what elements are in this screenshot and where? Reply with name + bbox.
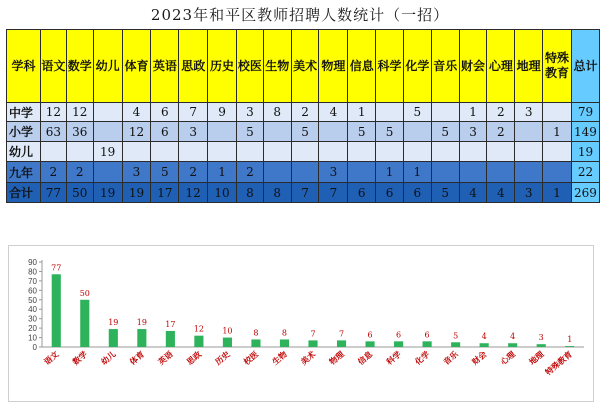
- table-cell: [319, 142, 348, 162]
- table-cell: 7: [319, 183, 348, 203]
- table-cell: 5: [403, 103, 431, 122]
- category-label: 数学: [70, 348, 90, 367]
- data-label: 1: [567, 335, 573, 345]
- table-cell: 8: [263, 103, 291, 122]
- table-row: [7, 142, 600, 162]
- table-cell: 269: [571, 183, 599, 203]
- row-label: 九年: [7, 162, 41, 183]
- category-label: 幼儿: [98, 348, 118, 367]
- table-corner-label: 学科: [7, 30, 41, 103]
- table-cell: [93, 162, 122, 183]
- table-cell: 7: [291, 183, 319, 203]
- table-cell: [431, 103, 459, 122]
- data-label: 17: [165, 319, 176, 329]
- table-cell: 2: [487, 103, 515, 122]
- category-label: 思政: [184, 348, 204, 367]
- data-label: 19: [136, 318, 147, 328]
- table-cell: 6: [151, 103, 179, 122]
- table-cell: 5: [151, 162, 179, 183]
- table-cell: 6: [403, 183, 431, 203]
- table-row: [7, 103, 600, 122]
- data-label: 6: [424, 330, 430, 340]
- column-header: 科学: [376, 30, 404, 103]
- category-label: 心理: [498, 348, 517, 367]
- bar: [194, 336, 203, 347]
- column-header: 语文: [40, 30, 66, 103]
- bar: [365, 341, 374, 347]
- table-cell: [208, 142, 237, 162]
- table-cell: [236, 142, 263, 162]
- table-cell: [93, 103, 122, 122]
- table-cell: [543, 142, 572, 162]
- table-row: [7, 162, 600, 183]
- bar: [52, 274, 61, 347]
- table-cell: 6: [151, 122, 179, 142]
- y-tick-label: 0: [32, 343, 37, 352]
- table-row: [7, 183, 600, 203]
- category-label: 历史: [213, 348, 232, 367]
- table-cell: 3: [319, 162, 348, 183]
- bar: [137, 329, 146, 347]
- table-cell: [376, 142, 404, 162]
- data-label: 4: [481, 332, 487, 342]
- table-cell: 12: [66, 103, 93, 122]
- table-cell: 1: [459, 103, 487, 122]
- column-header: 幼儿: [93, 30, 122, 103]
- table-cell: 2: [40, 162, 66, 183]
- table-cell: 5: [431, 122, 459, 142]
- column-header: 思政: [179, 30, 208, 103]
- table-cell: 9: [208, 103, 237, 122]
- table-cell: 19: [93, 142, 122, 162]
- table-cell: 36: [66, 122, 93, 142]
- table-cell: 1: [543, 122, 572, 142]
- table-cell: 77: [40, 183, 66, 203]
- category-label: 物理: [327, 348, 346, 367]
- data-label: 10: [222, 326, 233, 336]
- table-cell: 1: [543, 183, 572, 203]
- data-label: 8: [281, 328, 288, 338]
- table-cell: 50: [66, 183, 93, 203]
- table-cell: 5: [376, 122, 404, 142]
- table-cell: 19: [571, 142, 599, 162]
- table-cell: 7: [179, 103, 208, 122]
- column-header: 体育: [122, 30, 151, 103]
- chart-panel: [8, 245, 594, 402]
- table-cell: 12: [122, 122, 151, 142]
- page-title: 2023年和平区教师招聘人数统计（一招）: [150, 6, 450, 24]
- data-label: 5: [453, 331, 459, 341]
- table-cell: 2: [291, 103, 319, 122]
- table-cell: [208, 122, 237, 142]
- table-cell: 17: [151, 183, 179, 203]
- bar: [109, 329, 118, 347]
- table-cell: 6: [348, 183, 376, 203]
- y-tick-label: 50: [28, 295, 37, 305]
- category-label: 地理: [526, 348, 546, 367]
- table-cell: [40, 142, 66, 162]
- bar: [423, 341, 432, 347]
- table-cell: 1: [348, 103, 376, 122]
- data-label: 6: [367, 330, 373, 340]
- data-label: 77: [51, 263, 62, 273]
- category-label: 财会: [469, 348, 489, 367]
- y-tick-label: 60: [28, 286, 37, 296]
- data-label: 7: [338, 329, 345, 339]
- table-cell: 8: [236, 183, 263, 203]
- table-cell: 1: [208, 162, 237, 183]
- data-label: 12: [193, 324, 204, 334]
- table-cell: [487, 162, 515, 183]
- table-cell: 4: [487, 183, 515, 203]
- y-tick-label: 70: [28, 276, 37, 286]
- table-cell: [263, 122, 291, 142]
- table-cell: 4: [459, 183, 487, 203]
- column-header: 美术: [291, 30, 319, 103]
- table-cell: 3: [122, 162, 151, 183]
- table-cell: [179, 142, 208, 162]
- data-label: 19: [108, 318, 119, 328]
- y-tick-label: 20: [28, 324, 37, 334]
- table-cell: 4: [319, 103, 348, 122]
- table-cell: 79: [571, 103, 599, 122]
- table-cell: 5: [291, 122, 319, 142]
- column-header: 数学: [66, 30, 93, 103]
- y-tick-label: 90: [28, 258, 37, 267]
- category-label: 化学: [412, 348, 432, 367]
- row-label: 幼儿: [7, 142, 41, 162]
- table-cell: 3: [515, 183, 543, 203]
- column-header: 地理: [515, 30, 543, 103]
- column-header: 音乐: [431, 30, 459, 103]
- bar: [565, 346, 574, 347]
- column-header: 总计: [571, 30, 599, 103]
- table-cell: [348, 142, 376, 162]
- column-header: 信息: [348, 30, 376, 103]
- row-label: 中学: [7, 103, 41, 122]
- data-label: 8: [253, 328, 259, 338]
- table-cell: [291, 162, 319, 183]
- bar: [394, 341, 403, 347]
- table-cell: 149: [571, 122, 599, 142]
- table-row: [7, 122, 600, 142]
- bar: [451, 342, 460, 347]
- table-cell: 8: [263, 183, 291, 203]
- table-cell: 2: [66, 162, 93, 183]
- table-cell: 19: [122, 183, 151, 203]
- table-cell: 5: [348, 122, 376, 142]
- table-cell: [348, 162, 376, 183]
- table-cell: [543, 103, 572, 122]
- table-cell: [431, 162, 459, 183]
- data-label: 50: [79, 288, 90, 298]
- bar: [537, 344, 546, 347]
- category-label: 音乐: [441, 348, 460, 367]
- table-cell: 6: [376, 183, 404, 203]
- column-header: 财会: [459, 30, 487, 103]
- category-label: 生物: [270, 348, 289, 367]
- table-cell: 22: [571, 162, 599, 183]
- column-header: 心理: [487, 30, 515, 103]
- table-cell: 2: [179, 162, 208, 183]
- table-cell: [66, 142, 93, 162]
- table-cell: [291, 142, 319, 162]
- table-cell: 5: [236, 122, 263, 142]
- column-header: 英语: [151, 30, 179, 103]
- data-label: 3: [538, 333, 544, 343]
- table-cell: 1: [376, 162, 404, 183]
- column-header: 特殊教育: [543, 30, 572, 103]
- category-label: 语文: [41, 348, 61, 367]
- data-label: 7: [310, 329, 316, 339]
- bar: [80, 300, 89, 347]
- table-cell: [431, 142, 459, 162]
- table-cell: [543, 162, 572, 183]
- category-label: 体育: [127, 348, 147, 367]
- column-header: 历史: [208, 30, 237, 103]
- table-cell: [403, 142, 431, 162]
- table-cell: 12: [179, 183, 208, 203]
- table-cell: [263, 142, 291, 162]
- table-cell: 10: [208, 183, 237, 203]
- column-header: 物理: [319, 30, 348, 103]
- data-label: 4: [510, 332, 516, 342]
- table-cell: [459, 162, 487, 183]
- category-label: 英语: [155, 348, 175, 367]
- table-header-row: [7, 30, 600, 103]
- y-tick-label: 40: [28, 305, 37, 315]
- bar-chart: [9, 246, 593, 401]
- table-cell: [151, 142, 179, 162]
- column-header: 生物: [263, 30, 291, 103]
- bar: [251, 339, 260, 347]
- bar: [280, 339, 289, 347]
- bar: [508, 343, 517, 347]
- table-cell: [122, 142, 151, 162]
- y-tick-label: 30: [28, 314, 37, 324]
- table-cell: 2: [487, 122, 515, 142]
- table-cell: [515, 162, 543, 183]
- y-tick-label: 80: [28, 267, 37, 277]
- category-label: 信息: [355, 348, 375, 367]
- table-cell: [487, 142, 515, 162]
- category-label: 校医: [241, 348, 261, 367]
- table-cell: [515, 142, 543, 162]
- table-cell: 12: [40, 103, 66, 122]
- table-cell: 2: [236, 162, 263, 183]
- table-cell: [459, 142, 487, 162]
- column-header: 化学: [403, 30, 431, 103]
- row-label: 合计: [7, 183, 41, 203]
- category-label: 科学: [384, 348, 403, 367]
- table-cell: [403, 122, 431, 142]
- bar: [223, 338, 232, 347]
- table-cell: [319, 122, 348, 142]
- table-cell: 19: [93, 183, 122, 203]
- table-cell: [93, 122, 122, 142]
- table-cell: 3: [179, 122, 208, 142]
- bar: [480, 343, 489, 347]
- bar: [308, 340, 317, 347]
- category-label: 特殊教育: [543, 348, 575, 378]
- table-cell: 63: [40, 122, 66, 142]
- y-tick-label: 10: [28, 333, 37, 343]
- table-cell: 3: [459, 122, 487, 142]
- bar: [337, 340, 346, 347]
- table-cell: [263, 162, 291, 183]
- bar: [166, 331, 175, 347]
- table-cell: [376, 103, 404, 122]
- row-label: 小学: [7, 122, 41, 142]
- table-cell: 1: [403, 162, 431, 183]
- table-cell: 3: [236, 103, 263, 122]
- category-label: 美术: [298, 348, 318, 367]
- column-header: 校医: [236, 30, 263, 103]
- recruitment-table: [6, 29, 600, 203]
- data-label: 6: [396, 330, 402, 340]
- table-cell: 3: [515, 103, 543, 122]
- table-cell: [515, 122, 543, 142]
- table-cell: 5: [431, 183, 459, 203]
- table-cell: 4: [122, 103, 151, 122]
